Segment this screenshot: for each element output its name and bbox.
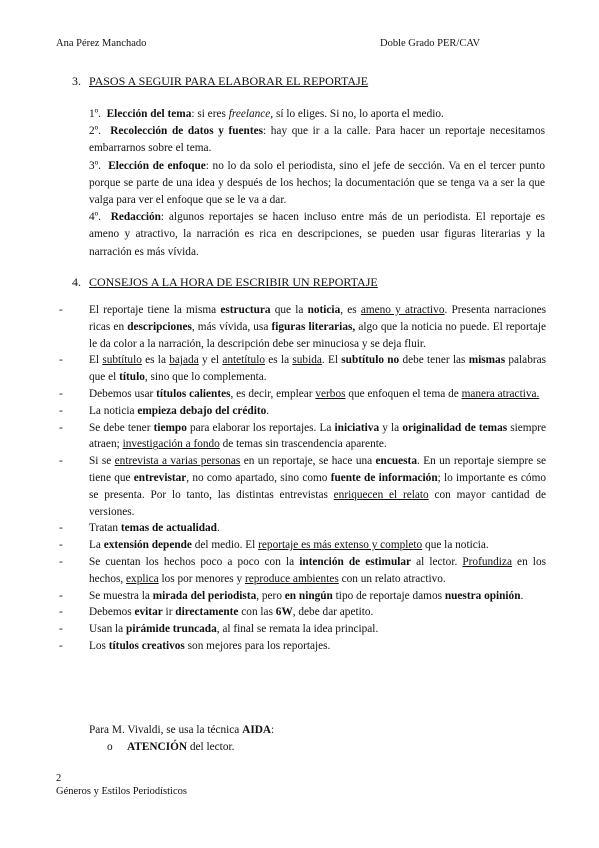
tip-bold: originalidad de temas	[402, 421, 508, 434]
tip-text: ; lo importante es cómo se presenta. Por lo tanto, las distintas entrevistas	[89, 471, 547, 501]
tip-text: los por menores y	[158, 572, 245, 585]
tip-bold: empieza debajo del crédito	[137, 404, 267, 417]
tip-bold: descripciones	[127, 320, 192, 333]
tip-text: .	[266, 404, 270, 417]
tip-underlined: explica	[126, 572, 159, 585]
tip-bold: extensión depende	[103, 539, 192, 552]
tip-text: Se muestra la	[89, 589, 153, 602]
tip-bold: nuestra opinión	[444, 589, 521, 602]
aida-intro	[89, 724, 274, 736]
tip-underlined: subtítulo	[102, 354, 142, 367]
tip-bold: en ningún	[284, 589, 333, 602]
tip-item	[56, 520, 546, 537]
step-number: 2º.	[89, 125, 101, 138]
tip-bold: título	[119, 371, 145, 384]
section-3-heading	[72, 74, 368, 89]
tip-bold: directamente	[175, 606, 239, 619]
tip-text: que la	[270, 304, 308, 316]
tip-item	[56, 621, 546, 638]
tip-text: , debe dar apetito.	[292, 606, 374, 619]
steps-list	[89, 106, 545, 261]
tip-text: siempre atraen;	[89, 421, 547, 451]
tip-item	[56, 386, 546, 403]
tip-item	[56, 638, 546, 655]
tip-text: , pero	[256, 589, 285, 602]
tip-text: , no como apartado, sino como	[186, 471, 331, 484]
step-title: Elección del tema	[106, 108, 192, 120]
tip-item	[56, 352, 546, 386]
tip-bold: iniciativa	[334, 421, 380, 434]
tip-text: , sino que lo complementa.	[144, 371, 267, 384]
tip-text: con mayor cantidad de versiones.	[89, 488, 546, 518]
tip-bullet: -	[59, 455, 63, 468]
tip-text: . El	[321, 354, 342, 367]
tip-bullet: -	[59, 539, 63, 552]
step-item	[89, 123, 545, 157]
tip-text: con las	[238, 606, 276, 619]
tip-bold: figuras literarias,	[271, 320, 356, 333]
tip-text: en los hechos,	[89, 555, 546, 585]
aida-intro-text: Para M. Vivaldi, se usa la técnica	[89, 724, 243, 736]
tip-text: tipo de reportaje damos	[332, 589, 445, 602]
section-3-title: PASOS A SEGUIR PARA ELABORAR EL REPORTAJE	[89, 74, 369, 88]
step-title: Recolección de datos y fuentes	[110, 125, 264, 138]
tip-text: .	[216, 522, 220, 535]
tip-item	[56, 453, 546, 520]
tip-underlined: enriquecen el relato	[333, 488, 429, 501]
tip-underlined: reportaje es más extenso y completo	[258, 539, 423, 552]
section-4-number: 4.	[72, 275, 81, 289]
tip-text: , más vívida, usa	[191, 320, 272, 333]
step-item	[89, 158, 545, 210]
aida-acronym: AIDA	[242, 724, 272, 736]
tip-underlined: bajada	[169, 354, 199, 367]
tip-text: para elaborar los reportajes. La	[186, 421, 335, 434]
tip-bold: encuesta	[375, 455, 417, 468]
tip-text: El reportaje tiene la misma	[89, 304, 221, 316]
tip-text: ir	[162, 606, 176, 619]
tip-text: de temas sin trascendencia aparente.	[219, 438, 387, 451]
tip-bold: mirada del periodista	[152, 589, 257, 602]
tip-text: que la noticia.	[422, 539, 489, 552]
tip-bold: 6W	[275, 606, 293, 619]
tip-bold: mismas	[468, 354, 506, 367]
tip-text: debe tener las	[399, 354, 469, 367]
step-text: : algunos reportajes se hacen incluso entre más de un periodista. El reportaje es ameno y atractivo, la narración es rica en descripciones, se pueden usar figuras literarias y la narración es más vívida.	[89, 211, 545, 258]
step-text: : si eres	[191, 108, 229, 120]
tip-item	[56, 554, 546, 588]
step-title: Elección de enfoque	[108, 159, 206, 172]
tip-text: que enfoquen el tema de	[345, 387, 462, 400]
tip-text: Usan la	[89, 623, 127, 636]
tip-bold: intención de estimular	[299, 555, 412, 568]
tip-bullet: -	[59, 387, 63, 400]
aida-item	[107, 741, 234, 753]
tip-text: El	[89, 354, 103, 367]
tip-text: es la	[141, 354, 170, 367]
header-degree: Doble Grado PER/CAV	[380, 38, 481, 49]
tip-bold: títulos calientes	[156, 387, 231, 400]
tip-bold: estructura	[220, 304, 271, 316]
tip-text: son mejores para los reportajes.	[184, 639, 331, 652]
tip-bold: títulos creativos	[108, 639, 185, 652]
tips-list	[56, 302, 546, 655]
tip-bold: fuente de información	[330, 471, 438, 484]
tip-underlined: reproduce ambientes	[244, 572, 339, 585]
tip-item	[56, 420, 546, 454]
tip-item	[56, 588, 546, 605]
tip-text: y la	[379, 421, 403, 434]
step-text: sí lo eliges. Si no, lo aporta el medio.	[273, 108, 444, 120]
footer-course: Géneros y Estilos Periodísticos	[56, 786, 187, 797]
tip-text: Los	[89, 639, 109, 652]
aida-item-text: del lector.	[187, 741, 235, 753]
tip-text: en un reportaje, se hace una	[240, 455, 376, 468]
tip-bold: evitar	[134, 606, 163, 619]
tip-underlined: subida	[292, 354, 322, 367]
tip-item	[56, 403, 546, 420]
tip-text: Se cuentan los hechos poco a poco con la	[89, 555, 300, 568]
tip-bullet: -	[59, 623, 63, 636]
step-number: 1º.	[89, 108, 101, 120]
tip-underlined: Profundiza	[462, 555, 512, 568]
tip-text: es la	[265, 354, 293, 367]
tip-text: algo que la noticia no puede. El reportaje le da color a la narración, la descripción debe ser minuciosa y se deja fluir.	[89, 320, 547, 350]
tip-bold: pirámide truncada	[126, 623, 217, 636]
tip-item	[56, 302, 546, 352]
aida-item-title: ATENCIÓN	[127, 741, 188, 753]
tip-bold: entrevistar	[133, 471, 187, 484]
tip-underlined: antetítulo	[222, 354, 265, 367]
tip-text: .	[520, 589, 524, 602]
step-text: : hay que ir a la calle. Para hacer un reportaje necesitamos embarrarnos sobre el tema.	[89, 125, 545, 155]
tip-text: Si se	[89, 455, 115, 468]
step-item	[89, 209, 545, 261]
tip-text: , es	[340, 304, 361, 316]
tip-underlined: ameno y atractivo	[360, 304, 445, 316]
tip-item	[56, 537, 546, 554]
tip-underlined: verbos	[315, 387, 346, 400]
tip-text: al lector.	[411, 555, 463, 568]
tip-text: , al final se remata la idea principal.	[216, 623, 379, 636]
tip-bullet: -	[59, 304, 63, 316]
tip-bullet: -	[59, 522, 63, 535]
step-italic: freelance,	[228, 108, 274, 120]
tip-bullet: -	[59, 589, 63, 602]
tip-bold: subtítulo no	[341, 354, 400, 367]
step-item	[89, 106, 545, 123]
section-4-title: CONSEJOS A LA HORA DE ESCRIBIR UN REPORTAJE	[89, 275, 378, 289]
tip-text: del medio. El	[191, 539, 259, 552]
section-3-number: 3.	[72, 74, 81, 88]
tip-text: palabras que el	[89, 354, 547, 384]
tip-text: . En un reportaje siempre se tiene que	[89, 455, 547, 484]
tip-underlined: entrevista a varias personas	[114, 455, 241, 468]
tip-text: Se debe tener	[89, 421, 154, 434]
tip-text: La noticia	[89, 404, 138, 417]
step-number: 3º.	[89, 159, 101, 172]
step-number: 4º.	[89, 211, 101, 224]
tip-text: . Presenta narraciones ricas en	[89, 304, 547, 333]
tip-bold: noticia	[307, 304, 341, 316]
tip-bold: tiempo	[153, 421, 187, 434]
tip-item	[56, 604, 546, 621]
tip-text: y el	[198, 354, 223, 367]
tip-text: con un relato atractivo.	[338, 572, 446, 585]
tip-bullet: -	[59, 404, 63, 417]
header-author: Ana Pérez Manchado	[56, 38, 147, 49]
tip-bullet: -	[59, 555, 63, 568]
tip-underlined: investigación a fondo	[122, 438, 220, 451]
tip-text: Debemos	[89, 606, 135, 619]
step-text: : no lo da solo el periodista, sino el jefe de sección. Va en el tercer punto porque se parte de una idea y después de los hechos; la documentación que se tenga va a ser la que valga para ver el enfoque que se le va a dar.	[89, 159, 545, 207]
tip-underlined: manera atractiva.	[461, 387, 540, 400]
tip-text: Tratan	[89, 522, 121, 535]
tip-text: , es decir, emplear	[230, 387, 316, 400]
step-title: Redacción	[110, 211, 161, 224]
tip-bullet: -	[59, 421, 63, 434]
tip-text: Debemos usar	[89, 387, 157, 400]
page-number: 2	[56, 773, 62, 784]
tip-bullet: -	[59, 639, 63, 652]
aida-bullet: o	[107, 741, 113, 753]
tip-bullet: -	[59, 354, 63, 367]
aida-intro-end: :	[271, 724, 275, 736]
tip-bold: temas de actualidad	[120, 522, 217, 535]
tip-bullet: -	[59, 606, 63, 619]
section-4-heading	[72, 275, 378, 290]
tip-text: La	[89, 539, 104, 552]
